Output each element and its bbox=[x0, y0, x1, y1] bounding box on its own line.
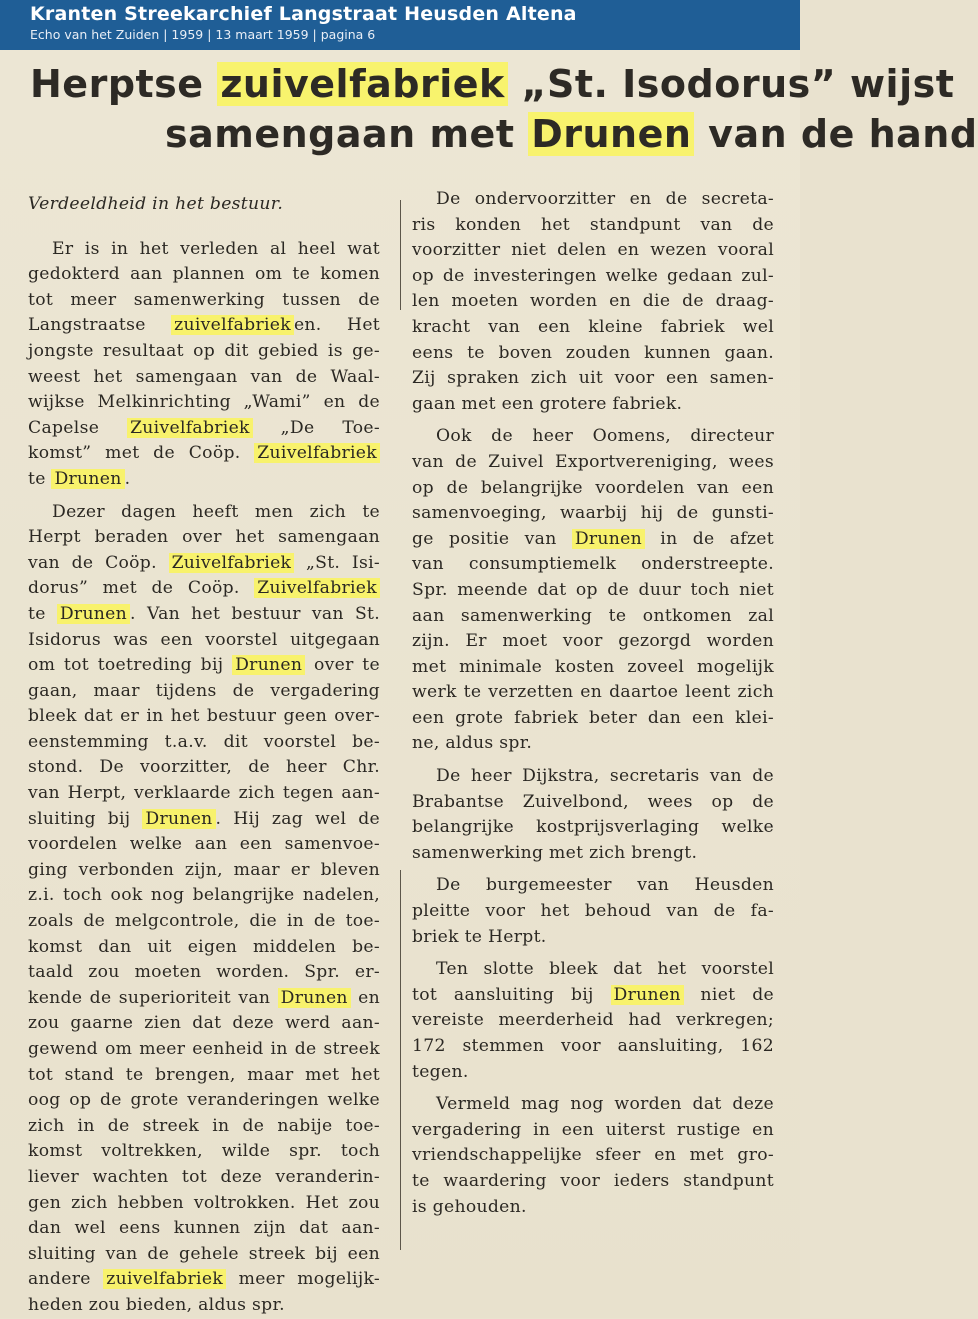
text-run: taald zou moeten worden. Spr. er- bbox=[28, 962, 380, 983]
text-run: andere bbox=[28, 1269, 104, 1290]
text-run: en. Het bbox=[293, 315, 380, 336]
headline-part: Herptse bbox=[30, 62, 218, 106]
text-run: stond. De voorzitter, de heer Chr. bbox=[28, 757, 380, 778]
headline-line-1 bbox=[30, 62, 955, 106]
text-line bbox=[28, 262, 380, 288]
text-run: De heer Dijkstra, secretaris van de bbox=[436, 766, 774, 787]
text-line bbox=[28, 192, 380, 218]
paragraph-gap bbox=[412, 950, 774, 957]
search-highlight: zuivelfabriek bbox=[171, 315, 294, 335]
text-run: weest het samengaan van de Waal- bbox=[28, 366, 380, 387]
text-line bbox=[28, 960, 380, 986]
text-line bbox=[412, 238, 774, 264]
text-line bbox=[28, 781, 380, 807]
text-run: z.i. toch ook nog belangrijke nadelen, bbox=[28, 885, 380, 906]
archive-title: Kranten Streekarchief Langstraat Heusden Altena bbox=[30, 3, 577, 25]
text-line bbox=[28, 1242, 380, 1268]
text-run: vereiste meerderheid had verkregen; bbox=[412, 1010, 774, 1031]
column-divider bbox=[400, 200, 401, 310]
text-line bbox=[28, 1165, 380, 1191]
text-run: samenwerking met zich brengt. bbox=[412, 842, 698, 863]
text-line bbox=[412, 1092, 774, 1118]
text-run: komst voltrekken, wilde spr. toch bbox=[28, 1141, 380, 1162]
text-line bbox=[28, 551, 380, 577]
text-run: briek te Herpt. bbox=[412, 926, 547, 947]
text-line bbox=[412, 706, 774, 732]
text-line bbox=[28, 1114, 380, 1140]
text-run: gewend om meer eenheid in de streek bbox=[28, 1039, 380, 1059]
text-line bbox=[28, 390, 380, 416]
text-line bbox=[28, 1267, 380, 1293]
text-run: zijn. Er moet voor gezorgd worden bbox=[412, 631, 774, 652]
text-line bbox=[28, 807, 380, 833]
text-run: gaan met een grotere fabriek. bbox=[412, 393, 683, 414]
text-run: te bbox=[28, 468, 52, 489]
text-line bbox=[28, 679, 380, 705]
search-highlight: Drunen bbox=[142, 809, 215, 829]
text-line bbox=[412, 501, 774, 527]
text-line bbox=[28, 986, 380, 1012]
text-run: op de belangrijke voordelen van een bbox=[412, 477, 774, 498]
text-line bbox=[412, 424, 774, 450]
text-run: en bbox=[350, 987, 380, 1008]
text-run: eens te boven zouden kunnen gaan. bbox=[412, 342, 774, 363]
text-line bbox=[28, 628, 380, 654]
archive-header-bar bbox=[0, 0, 800, 50]
text-run: 172 stemmen voor aansluiting, 162 bbox=[412, 1036, 774, 1056]
text-line bbox=[28, 730, 380, 756]
text-run: komst dan uit eigen middelen be- bbox=[28, 936, 380, 957]
text-line bbox=[28, 339, 380, 365]
text-line bbox=[412, 450, 774, 476]
text-run: zou gaarne zien dat deze werd aan- bbox=[28, 1013, 380, 1034]
headline-part: „St. Isodorus” wijst bbox=[507, 62, 955, 106]
text-run: is gehouden. bbox=[412, 1196, 527, 1217]
text-line bbox=[28, 313, 380, 339]
text-run: . Van het bestuur van St. bbox=[130, 603, 380, 624]
text-line bbox=[28, 1191, 380, 1217]
search-highlight: zuivelfabriek bbox=[217, 62, 507, 106]
text-run: van Herpt, verklaarde zich tegen aan- bbox=[28, 783, 380, 804]
text-line bbox=[28, 602, 380, 628]
text-line bbox=[28, 1088, 380, 1114]
paragraph-gap bbox=[412, 757, 774, 764]
text-run: over te bbox=[305, 655, 380, 676]
text-run: van consumptiemelk onderstreepte. bbox=[412, 554, 774, 575]
text-run: vergadering in een uiterst rustige en bbox=[412, 1119, 774, 1140]
text-line bbox=[412, 1169, 774, 1195]
text-line bbox=[28, 500, 380, 526]
text-run: kende de superioriteit van bbox=[28, 987, 278, 1008]
text-line bbox=[412, 527, 774, 553]
text-run: De ondervoorzitter en de secreta- bbox=[436, 189, 774, 209]
paragraph-gap bbox=[28, 230, 380, 237]
text-line bbox=[28, 1011, 380, 1037]
text-run: liever wachten tot deze veranderin- bbox=[28, 1166, 380, 1187]
text-run: zoals de melgcontrole, die in de toe- bbox=[28, 911, 380, 932]
text-run: voordelen welke aan een samenvoe- bbox=[28, 834, 380, 855]
headline-line-2 bbox=[165, 112, 978, 156]
text-run: gedokterd aan plannen om te komen bbox=[28, 264, 380, 285]
text-run: samenvoeging, waarbij hij de gunsti- bbox=[412, 503, 774, 524]
search-highlight: zuivelfabriek bbox=[103, 1269, 226, 1289]
text-run: tot meer samenwerking tussen de bbox=[28, 289, 380, 310]
text-run: meer mogelijk- bbox=[226, 1269, 380, 1290]
search-highlight: Drunen bbox=[572, 529, 645, 549]
text-run: van de Coöp. bbox=[28, 552, 169, 573]
text-line bbox=[28, 576, 380, 602]
text-line bbox=[412, 1118, 774, 1144]
text-line bbox=[28, 653, 380, 679]
text-line bbox=[412, 1034, 774, 1060]
text-run: vriendschappelijke sfeer en met gro- bbox=[412, 1145, 774, 1166]
text-run: te waardering voor ieders standpunt bbox=[412, 1170, 774, 1191]
text-run: Verdeeldheid in het bestuur. bbox=[28, 194, 284, 214]
search-highlight: Zuivelfabriek bbox=[254, 578, 380, 598]
text-line bbox=[28, 755, 380, 781]
text-run: len moeten worden en die de draag- bbox=[412, 291, 774, 312]
paragraph-gap bbox=[412, 417, 774, 424]
text-run: bleek dat er in het bestuur geen over- bbox=[28, 706, 380, 727]
text-line bbox=[412, 873, 774, 899]
column-divider bbox=[400, 870, 401, 1250]
text-run: te bbox=[28, 603, 57, 624]
text-line bbox=[412, 187, 774, 213]
text-run: ging verbonden zijn, maar er bleven bbox=[28, 859, 380, 880]
headline-part: samengaan met bbox=[165, 112, 529, 156]
text-run: Ook de heer Oomens, directeur bbox=[436, 426, 774, 447]
text-line bbox=[412, 680, 774, 706]
text-line bbox=[412, 289, 774, 315]
newspaper-source-info: Echo van het Zuiden | 1959 | 13 maart 1959 | pagina 6 bbox=[30, 27, 376, 42]
text-line bbox=[412, 899, 774, 925]
text-run: wijkse Melkinrichting „Wami” en de bbox=[28, 392, 380, 413]
text-run: sluiting bij bbox=[28, 808, 143, 829]
text-run: Vermeld mag nog worden dat deze bbox=[436, 1094, 774, 1115]
text-line bbox=[28, 858, 380, 884]
text-line bbox=[412, 604, 774, 630]
headline-part: van de hand bbox=[694, 112, 978, 156]
text-line bbox=[412, 366, 774, 392]
text-line bbox=[412, 957, 774, 983]
text-run: oog op de grote veranderingen welke bbox=[28, 1090, 380, 1111]
text-run: niet de bbox=[683, 984, 774, 1005]
text-line bbox=[412, 476, 774, 502]
text-line bbox=[412, 1195, 774, 1221]
text-line bbox=[28, 909, 380, 935]
text-line bbox=[412, 341, 774, 367]
text-run: tegen. bbox=[412, 1061, 469, 1082]
text-run: aan samenwerking te ontkomen zal bbox=[412, 605, 774, 626]
text-run: dorus” met de Coöp. bbox=[28, 578, 255, 599]
text-line bbox=[412, 1008, 774, 1034]
text-run: een grote fabriek beter dan een klei- bbox=[412, 707, 774, 728]
text-line bbox=[412, 629, 774, 655]
article-column-left bbox=[28, 192, 380, 1319]
text-line bbox=[28, 883, 380, 909]
text-line bbox=[28, 1216, 380, 1242]
text-line bbox=[28, 1293, 380, 1319]
text-run: Capelse bbox=[28, 417, 128, 438]
text-line bbox=[28, 832, 380, 858]
text-run: . Hij zag wel de bbox=[215, 808, 381, 829]
text-run: Ten slotte bleek dat het voorstel bbox=[436, 959, 774, 980]
text-run: . bbox=[124, 468, 131, 489]
text-line bbox=[412, 392, 774, 418]
text-run: op de investeringen welke gedaan zul- bbox=[412, 265, 774, 286]
text-line bbox=[412, 815, 774, 841]
search-highlight: Zuivelfabriek bbox=[169, 553, 295, 573]
text-run: heden zou bieden, aldus spr. bbox=[28, 1294, 285, 1315]
text-line bbox=[28, 288, 380, 314]
text-run: van de Zuivel Exportvereniging, wees bbox=[412, 451, 774, 472]
text-line bbox=[28, 237, 380, 263]
search-highlight: Drunen bbox=[278, 988, 351, 1008]
text-line bbox=[412, 578, 774, 604]
search-highlight: Drunen bbox=[611, 985, 684, 1005]
text-run: Brabantse Zuivelbond, wees op de bbox=[412, 791, 774, 812]
text-run: ne, aldus spr. bbox=[412, 733, 533, 754]
text-line bbox=[412, 731, 774, 757]
search-highlight: Zuivelfabriek bbox=[254, 443, 380, 463]
text-line bbox=[412, 790, 774, 816]
text-run: om tot toetreding bij bbox=[28, 655, 233, 676]
text-line bbox=[28, 1139, 380, 1165]
paragraph-gap bbox=[28, 493, 380, 500]
text-run: eenstemming t.a.v. dit voorstel be- bbox=[28, 731, 380, 752]
text-line bbox=[412, 655, 774, 681]
newspaper-clipping bbox=[0, 50, 978, 1318]
text-run: Er is in het verleden al heel wat bbox=[52, 238, 380, 259]
text-run: Zij spraken zich uit voor een samen- bbox=[412, 368, 774, 389]
text-run: met minimale kosten zoveel mogelijk bbox=[412, 656, 774, 677]
paragraph-gap bbox=[412, 1085, 774, 1092]
text-run: werk te verzetten en daartoe leent zich bbox=[412, 682, 774, 703]
text-line bbox=[412, 925, 774, 951]
text-line bbox=[412, 841, 774, 867]
paragraph-gap bbox=[412, 866, 774, 873]
article-column-right bbox=[412, 187, 774, 1220]
text-run: „De Toe- bbox=[252, 417, 380, 438]
text-run: tot aansluiting bij bbox=[412, 984, 611, 1005]
text-run: Dezer dagen heeft men zich te bbox=[52, 501, 380, 522]
search-highlight: Zuivelfabriek bbox=[127, 418, 253, 438]
text-run: dan wel eens kunnen zijn dat aan- bbox=[28, 1218, 380, 1239]
text-line bbox=[28, 365, 380, 391]
text-run: jongste resultaat op dit gebied is ge- bbox=[28, 340, 380, 361]
text-line bbox=[412, 552, 774, 578]
text-line bbox=[28, 441, 380, 467]
text-line bbox=[412, 1060, 774, 1086]
search-highlight: Drunen bbox=[232, 655, 305, 675]
text-line bbox=[28, 525, 380, 551]
text-line bbox=[28, 416, 380, 442]
text-run: in de afzet bbox=[645, 528, 774, 549]
text-run: kracht van een kleine fabriek wel bbox=[412, 316, 774, 337]
text-run: „St. Isi- bbox=[294, 552, 380, 573]
search-highlight: Drunen bbox=[51, 469, 124, 489]
text-line bbox=[412, 983, 774, 1009]
text-line bbox=[28, 1037, 380, 1063]
text-run: De burgemeester van Heusden bbox=[436, 875, 774, 896]
text-line bbox=[28, 704, 380, 730]
text-line bbox=[412, 1143, 774, 1169]
text-run: belangrijke kostprijsverlaging welke bbox=[412, 817, 774, 838]
search-highlight: Drunen bbox=[57, 604, 130, 624]
text-run: tot stand te brengen, maar met het bbox=[28, 1064, 380, 1085]
text-run: gen zich hebben voltrokken. Het zou bbox=[28, 1192, 380, 1213]
text-run: Isidorus was een voorstel uitgegaan bbox=[28, 629, 380, 650]
text-line bbox=[412, 315, 774, 341]
text-run: komst” met de Coöp. bbox=[28, 443, 255, 464]
text-line bbox=[412, 264, 774, 290]
text-run: Spr. meende dat op de duur toch niet bbox=[412, 579, 774, 600]
text-run: Langstraatse bbox=[28, 315, 172, 336]
text-run: zich in de streek in de nabije toe- bbox=[28, 1115, 380, 1136]
text-run: ge positie van bbox=[412, 528, 572, 549]
text-run: ris konden het standpunt van de bbox=[412, 214, 774, 235]
text-run: gaan, maar tijdens de vergadering bbox=[28, 680, 380, 701]
text-run: voorzitter niet delen en wezen vooral bbox=[412, 240, 774, 261]
text-run: pleitte voor het behoud van de fa- bbox=[412, 901, 774, 922]
text-run: sluiting van de gehele streek bij een bbox=[28, 1243, 380, 1264]
text-line bbox=[28, 935, 380, 961]
text-line bbox=[412, 764, 774, 790]
text-run: Herpt beraden over het samengaan bbox=[28, 527, 380, 548]
text-line bbox=[28, 467, 380, 493]
text-line bbox=[412, 213, 774, 239]
text-line bbox=[28, 1063, 380, 1089]
search-highlight: Drunen bbox=[528, 112, 694, 156]
